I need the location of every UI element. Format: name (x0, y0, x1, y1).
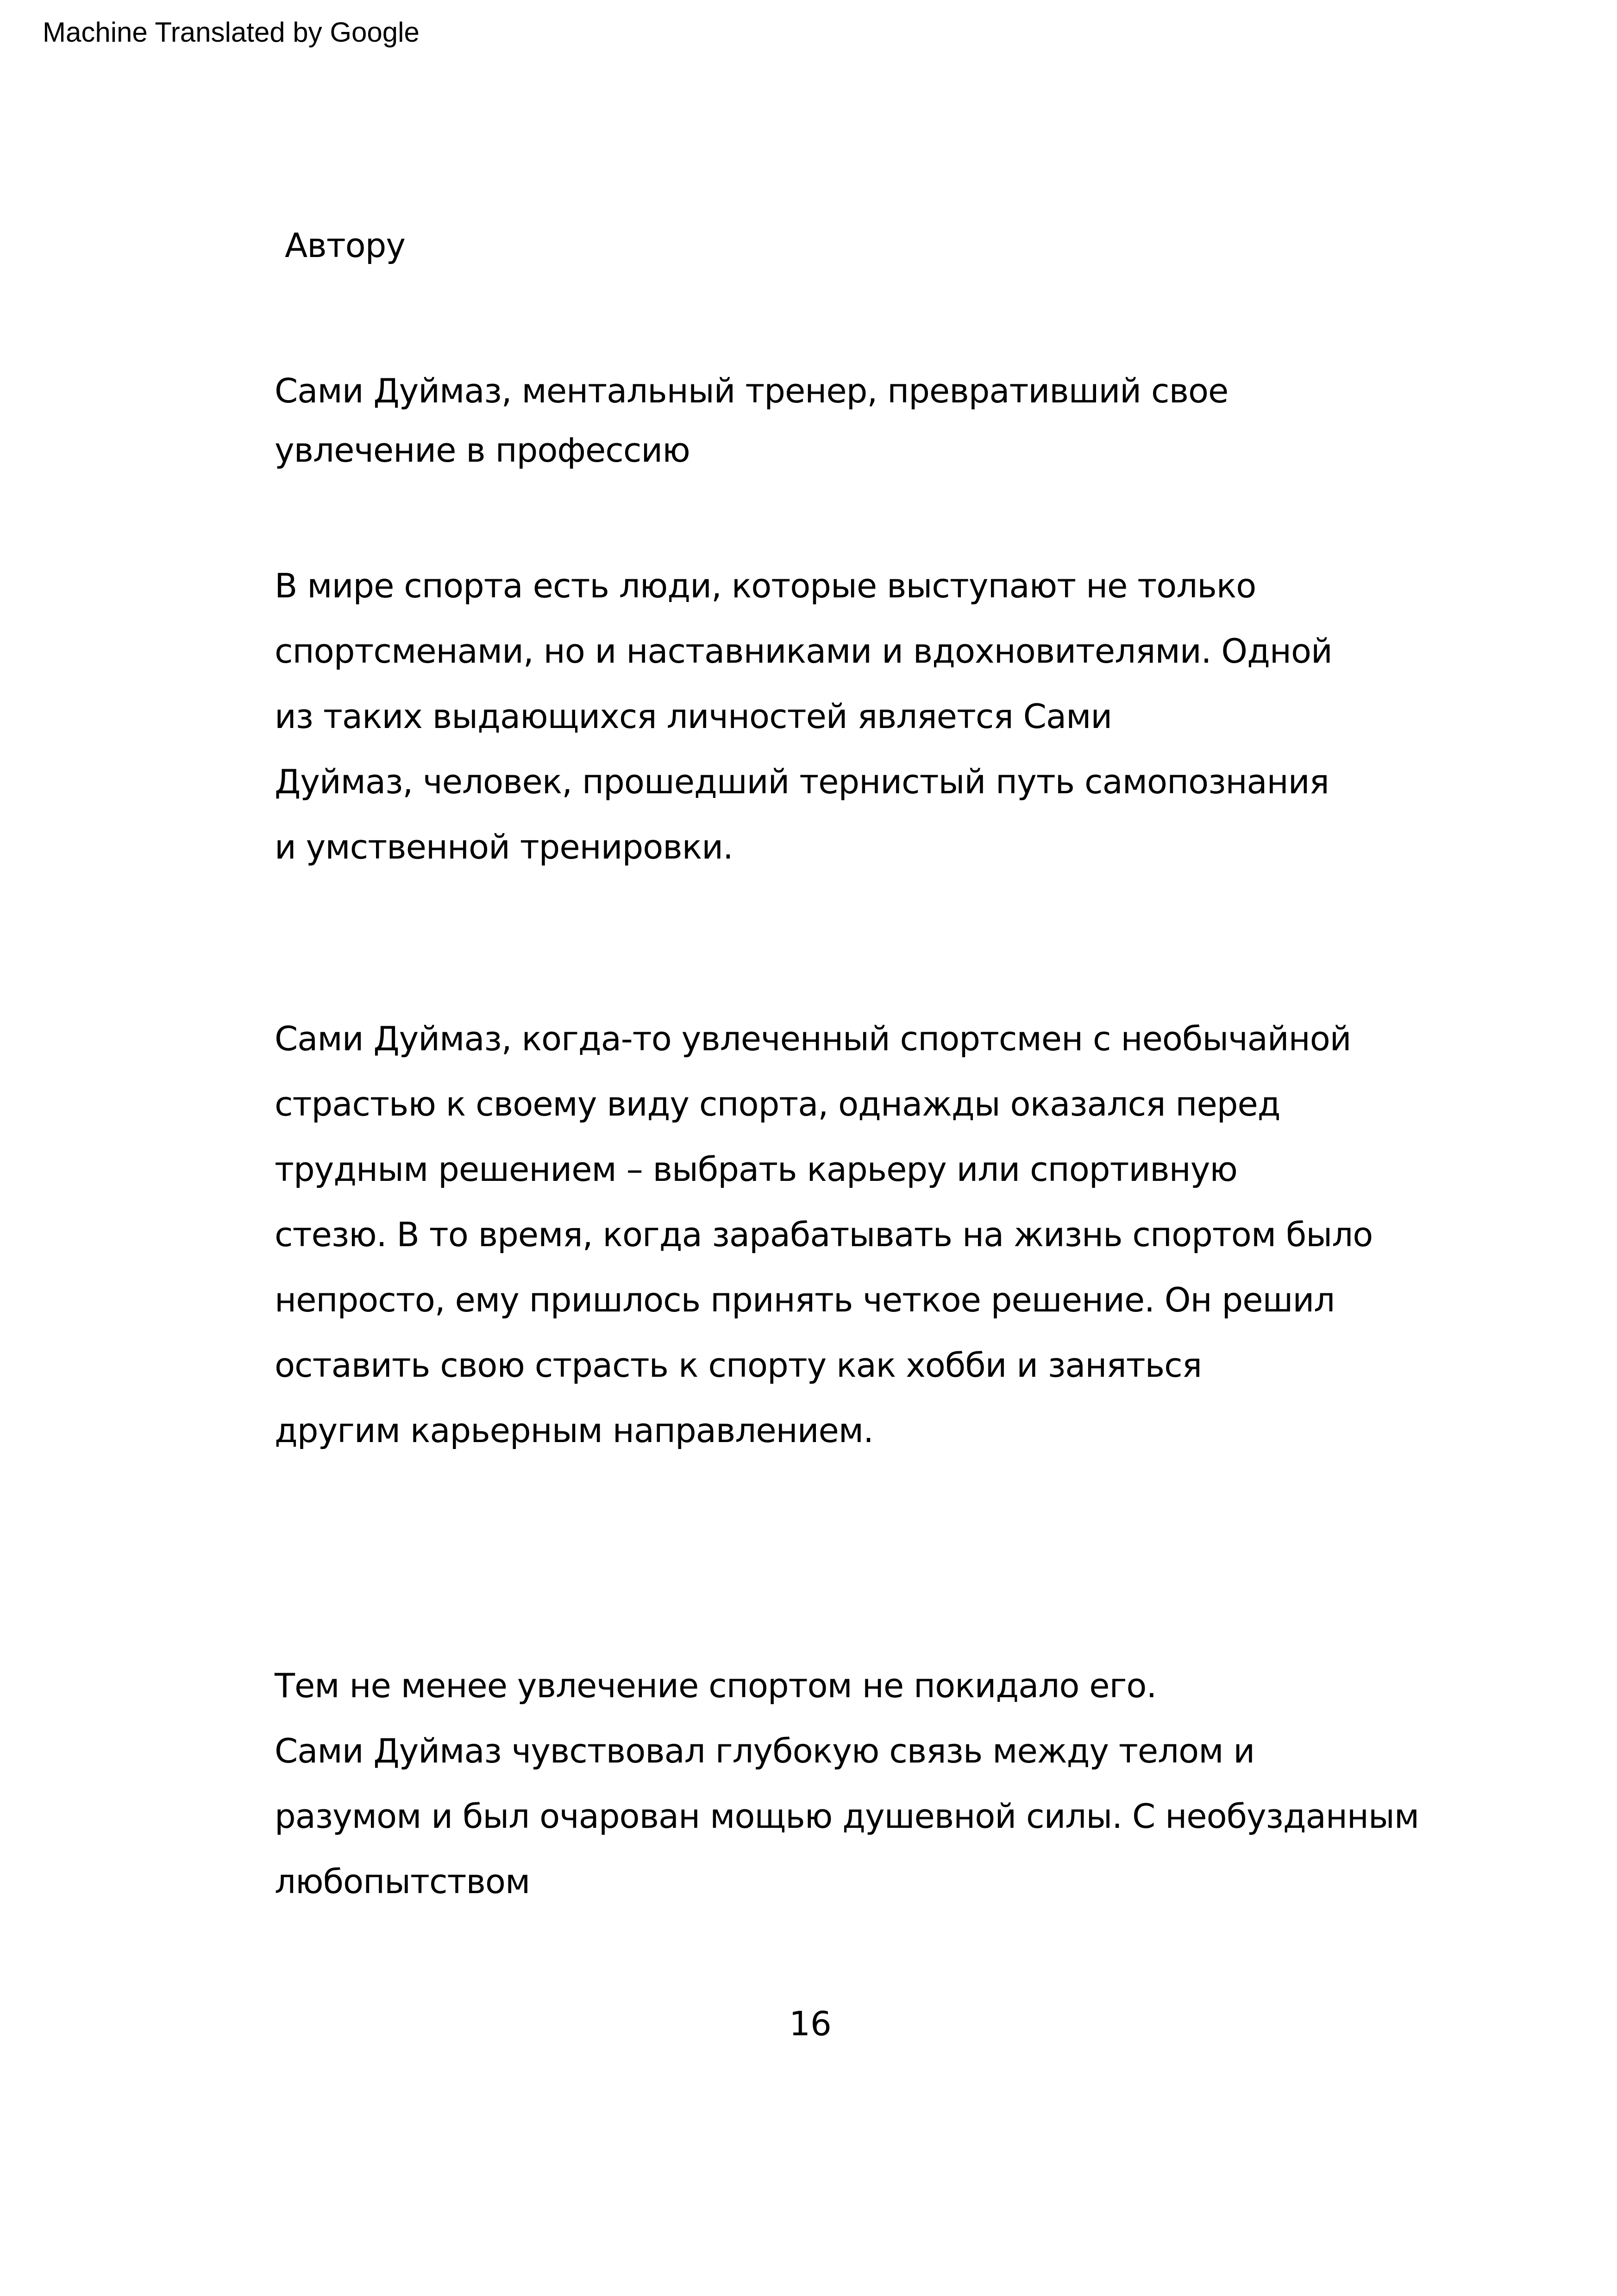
text-line: страстью к своему виду спорта, однажды оказался перед (275, 1085, 1280, 1123)
text-line: Тем не менее увлечение спортом не покидало его. (275, 1666, 1157, 1705)
text-line: любопытством (275, 1862, 530, 1901)
subtitle-line: Сами Дуймаз, ментальный тренер, превративший свое (275, 371, 1228, 410)
section-title: Автору (285, 226, 405, 265)
subtitle-line: увлечение в профессию (275, 431, 690, 470)
text-line: Сами Дуймаз чувствовал глубокую связь между телом и (275, 1731, 1255, 1770)
subtitle (275, 361, 1228, 480)
text-line: оставить свою страсть к спорту как хобби и заняться (275, 1346, 1202, 1385)
paragraph-1 (275, 553, 1332, 880)
text-line: другим карьерным направлением. (275, 1411, 873, 1450)
page-number: 16 (789, 2004, 832, 2043)
text-line: В мире спорта есть люди, которые выступают не только (275, 566, 1256, 605)
text-line: Сами Дуймаз, когда-то увлеченный спортсмен с необычайной (275, 1019, 1351, 1058)
paragraph-3 (275, 1653, 1419, 1914)
text-line: непросто, ему пришлось принять четкое решение. Он решил (275, 1280, 1335, 1319)
text-line: стезю. В то время, когда зарабатывать на жизнь спортом было (275, 1215, 1373, 1254)
text-line: спортсменами, но и наставниками и вдохновителями. Одной (275, 632, 1332, 671)
text-line: разумом и был очарован мощью душевной силы. С необузданным (275, 1797, 1419, 1836)
machine-translation-label: Machine Translated by Google (43, 17, 420, 48)
text-line: Дуймаз, человек, прошедший тернистый путь самопознания (275, 762, 1329, 801)
text-line: трудным решением – выбрать карьеру или спортивную (275, 1150, 1237, 1189)
paragraph-2 (275, 1006, 1373, 1463)
text-line: и умственной тренировки. (275, 828, 733, 866)
text-line: из таких выдающихся личностей является Сами (275, 697, 1112, 736)
